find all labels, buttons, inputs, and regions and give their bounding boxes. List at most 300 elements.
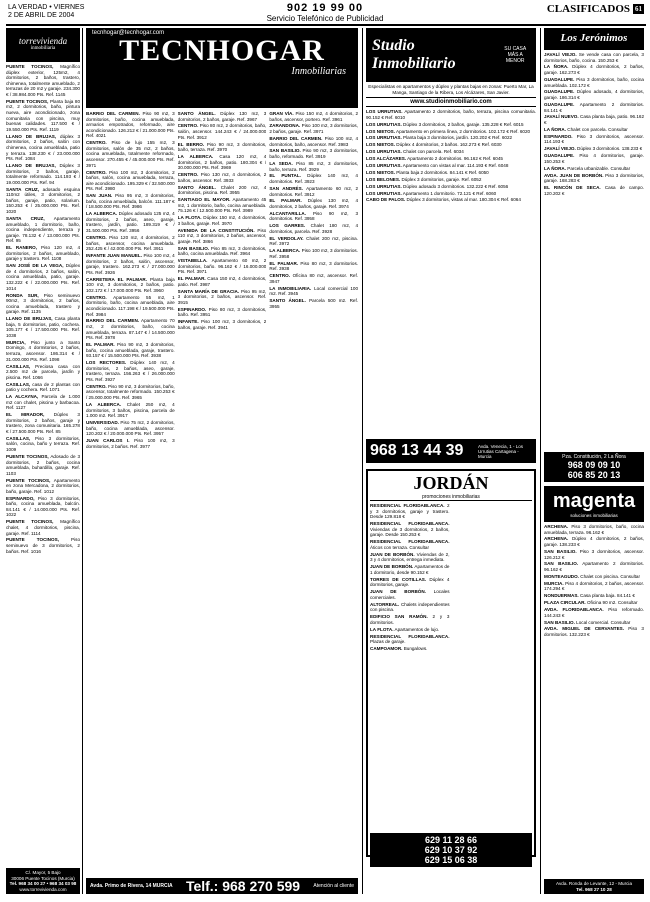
listing-location: ARCHENA. — [544, 524, 569, 529]
listing-description: Dúplex 4 dormitorios, 2 baños. 162.273 € Ref. 6030 — [395, 142, 502, 148]
jeronimos-phone-2: 606 85 20 13 — [567, 470, 621, 480]
jordan-right-panel — [453, 503, 533, 833]
listing-item — [366, 177, 536, 183]
listing-location: LLANO DE BRUJAS, — [6, 316, 53, 322]
listing-item — [370, 539, 450, 550]
listing-location: CENTRO. — [86, 140, 107, 146]
listing-item — [86, 211, 175, 233]
listing-description: Piso 95 m2, 3 dormitorios, baño, cocina amueblada, balcón. 111.187 € / 18.500.000 Pts. Ref. 3986 — [86, 193, 175, 210]
listing-location: GUADALUPE. — [544, 89, 575, 95]
listing-description: casa de 2 plantas con patio y cochera. Ref. 1071 — [6, 381, 80, 393]
listing-description: Apartamentos de lujo. — [393, 626, 440, 632]
tecnhogar-listings-c — [269, 111, 358, 866]
listing-description: Piso 4 dormitorios, 2 baños, ascensor. 174.294 € — [544, 580, 644, 592]
listing-location: LA ALBERCA. — [177, 154, 214, 160]
column-divider — [362, 28, 363, 894]
listing-item — [544, 102, 644, 113]
listing-location: PUENTE TOCINOS, — [6, 537, 59, 543]
listing-location: JUAN DE BORBÓN. — [370, 589, 426, 595]
listing-location: JAVALÍ VIEJO. — [544, 146, 576, 152]
listing-item — [6, 394, 80, 411]
listing-location: CABO DE PALOS. — [366, 197, 406, 203]
listing-location: NONDUERMAS. — [544, 593, 579, 599]
listing-description: Chalet con piscina. Consultar — [578, 573, 640, 579]
listing-item — [86, 235, 175, 252]
magenta-phone: Tel. 968 27 10 28 — [576, 886, 612, 892]
listing-location: EL VERDOLAY. — [269, 235, 304, 241]
listing-item — [178, 307, 267, 318]
listing-location: ALCANTARILLA. — [269, 210, 307, 216]
listing-item — [544, 620, 644, 626]
listing-location: AVDA. FLORIDABLANCA. — [544, 607, 604, 613]
tecnhogar-column — [86, 28, 358, 894]
listing-description: 2 y 3 dormitorios. — [370, 614, 450, 625]
column-divider — [540, 28, 541, 894]
studio-logo: Studio Inmobiliario — [372, 37, 456, 72]
listing-location: UNIVERSIDAD. — [86, 420, 119, 426]
listing-description: Casa planta baja, patio. 96.162 € — [544, 114, 644, 126]
listing-description: Piso seminuevo de 3 dormitorios, 2 baños. Ref. 1016 — [6, 537, 80, 554]
listing-item — [6, 537, 80, 554]
listing-location: CASILLAS, — [6, 435, 31, 441]
listing-item — [269, 136, 358, 147]
torrevivienda-logo — [6, 28, 80, 62]
listing-description: Piso 90 m2, 3 dormitorios, baño, terraza. Ref. 3970 — [177, 141, 267, 153]
listing-item — [6, 263, 80, 291]
listing-location: EL RINCÓN DE SECA. — [544, 185, 601, 191]
listing-item — [366, 122, 536, 128]
listing-location: ARCHENA. — [544, 536, 569, 542]
listing-item — [269, 111, 358, 122]
listing-location: SAN BASILIO. — [177, 245, 210, 251]
listing-item — [178, 123, 267, 140]
listing-description: Piso 120 m2, 4 dormitorios, 2 baños, ascensor, cocina amueblada. 252.425 € / 42.000.000 Pts. Ref. 3911 — [86, 234, 175, 252]
listing-item — [86, 253, 175, 275]
listing-description: Piso 100 m2, 4 dormitorios, baño, ascensor. Ref. 3983 — [269, 135, 358, 147]
listing-item — [86, 111, 175, 139]
listing-description: Piso 100 m2, 3 dormitorios. Ref. 3958 — [269, 248, 358, 259]
listing-description: Local comercial 100 m2. Ref. 3945 — [269, 285, 358, 297]
header-service: Servicio Telefónico de Publicidad — [266, 14, 384, 23]
listing-location: MONTEAGUDO. — [544, 573, 579, 579]
listing-item — [544, 166, 644, 172]
listing-item — [178, 319, 267, 330]
listing-item — [544, 581, 644, 592]
tecnhogar-footer — [86, 878, 358, 894]
listing-item — [269, 298, 358, 309]
listing-description: Dúplex adosado 125 m2, 4 dormitorios, 2 baños, aseo, garaje, trastero, jardín, patio. 189.319 € / 31.500.000 Pts. Ref. 3956 — [86, 211, 175, 234]
listing-location: SAN BASILIO. — [544, 619, 575, 625]
listing-description: Piso 100 m2, 3 dormitorios, 2 baños, salón, cocina amueblada, terraza, aire acondicionado. 195.329 € / 32.500.000 Pts. Ref. 3980 — [86, 169, 175, 192]
listing-location: LA ALBERCA. — [86, 211, 118, 217]
listing-description: Casa planta baja. 84.141 € — [578, 593, 635, 599]
listing-item — [366, 197, 536, 203]
jeronimos-phone-1: 968 09 09 10 — [567, 460, 621, 470]
listing-description: 2 y 3 dormitorios, garaje y trastero. Desde 129.818 € — [370, 503, 450, 520]
listing-description: Dúplex 4 dormitorios, 2 baños, garaje. 162.273 € — [544, 64, 644, 76]
listing-location: LA ÑORA. — [544, 64, 569, 70]
listing-location: RESIDENCIAL FLORIDABLANCA. — [370, 633, 450, 639]
listing-description: Chalet 250 m2, 4 dormitorios, 3 baños, piscina, parcela de 1.000 m2. Ref. 3917 — [86, 401, 175, 419]
tecnhogar-attention: Atención al cliente — [313, 883, 354, 889]
listing-description: Piso 4 dormitorios, garaje. 150.253 € — [544, 153, 644, 164]
listing-item — [178, 197, 267, 214]
listing-location: MURCIA, — [6, 339, 26, 345]
listing-description: Piso 3 dormitorios, baño, cocina amueblada, terraza. 96.162 € — [544, 524, 644, 535]
listing-description: Dúplex 3 dormitorios. 138.233 € — [575, 146, 643, 152]
listing-location: ESPINARDO. — [544, 133, 573, 139]
listing-location: CENTRO. — [86, 234, 107, 240]
listing-item — [366, 129, 536, 135]
studio-phone-bar — [366, 439, 536, 463]
jordan-phone-3: 629 15 06 38 — [424, 855, 478, 866]
listing-description: Piso 90 m2, 3 dormitorios. Ref. 3958 — [269, 210, 358, 222]
listing-item — [370, 646, 450, 652]
listing-description: Piso 100 m2, 3 dormitorios, 2 baños. Ref. 3977 — [86, 438, 175, 449]
listing-item — [86, 420, 175, 437]
listing-item — [178, 185, 267, 196]
listing-item — [86, 360, 175, 382]
listing-location: GUADALUPE. — [544, 153, 575, 159]
listing-location: SANTO ÁNGEL. — [269, 298, 306, 304]
studio-slogan: SU CASA MÁS A MENOR — [504, 46, 527, 64]
listing-item — [544, 89, 644, 100]
listing-description: Piso reformado. 144.243 € — [544, 607, 644, 618]
listing-description: Piso 85 m2, 3 dormitorios, baño, cocina amueblada. Ref. 3964 — [177, 245, 267, 257]
listing-description: Planta baja 80 m2, 2 dormitorios, baño, pintura nueva, aire acondicionado, zona comunitaria con piscina, muy buenas calidades. 117.500 € / 19.550.000 Pts. Ref. 1119 — [6, 98, 80, 132]
listing-location: LOS URRUTIAS. — [366, 149, 402, 155]
listing-item — [366, 184, 536, 190]
listing-location: LA INMOBILIARIA. — [269, 285, 312, 291]
listing-item — [366, 170, 536, 176]
jordan-box — [366, 469, 536, 866]
listing-description: Piso 90 m2, 3 dormitorios, baño, ascensor, totalmente reformado. 150.253 € / 25.000.000 Pts. Ref. 3965 — [86, 383, 175, 401]
listing-description: Piso 80 m2, 3 dormitorios. Ref. 3938 — [269, 260, 358, 272]
listing-location: CASILLAS, — [6, 381, 31, 387]
listing-location: LA FLOTA. — [177, 215, 202, 221]
listing-item — [6, 519, 80, 536]
listing-location: LA ALCAYNA, — [6, 394, 39, 400]
listing-location: VISTABELLA. — [177, 258, 208, 264]
tecnhogar-listings-b — [178, 111, 267, 866]
listing-location: LOS URRUTIAS. — [366, 183, 402, 189]
listing-item — [366, 109, 536, 120]
torrevivienda-listings — [6, 64, 80, 850]
listing-description: Piso 90 m2, 3 dormitorios, baño, cocina amueblada, garaje, trastero. 93.157 € / 15.500.000 Pts. Ref. 3938 — [86, 342, 175, 359]
listing-location: CENTRO. — [86, 383, 107, 389]
tecnhogar-phone: Telf.: 968 270 599 — [185, 878, 301, 894]
listing-item — [86, 170, 175, 192]
listing-location: LOS BELONES. — [366, 176, 401, 182]
listing-description: Piso 100 m2, 3 dormitorios, 2 baños, garaje. Ref. 3971 — [269, 123, 358, 135]
listing-location: SAN BASILIO. — [269, 148, 301, 154]
listing-description: Dúplex 130 m2, 3 dormitorios, 2 baños, garaje. Ref. 3967 — [177, 111, 267, 122]
listing-item — [269, 161, 358, 172]
magenta-listings — [544, 524, 644, 824]
listing-location: RESIDENCIAL FLORIDABLANCA. — [370, 503, 445, 509]
listing-item — [178, 228, 267, 245]
listing-item — [178, 276, 267, 287]
listing-item — [544, 146, 644, 152]
listing-item — [370, 627, 450, 633]
torrevivienda-logo-text: torrevivienda — [18, 36, 68, 46]
listing-location: SAN ANDRÉS. — [269, 185, 303, 191]
listing-item — [269, 173, 358, 184]
listing-item — [370, 614, 450, 625]
listing-item — [178, 246, 267, 257]
listing-item — [6, 364, 80, 381]
torrevivienda-column — [6, 28, 80, 894]
listing-description: Piso 130 m2, 4 dormitorios, 2 baños, ascensor. Ref. 3933 — [177, 172, 267, 183]
magenta-header — [544, 486, 644, 522]
column-divider — [82, 28, 83, 894]
listing-item — [366, 142, 536, 148]
listing-description: Piso seminuevo 90m2, 3 dormitorios, 2 baños, cocina amueblada, trastero y garaje. Ref. 1135 — [6, 292, 80, 315]
listing-item — [544, 536, 644, 547]
listing-description: Piso 80 m2, 2 dormitorios, baño, salón, ascensor. 144.243 € / 24.000.000 Pts. Ref. 3912 — [177, 123, 267, 140]
listing-item — [544, 524, 644, 535]
listing-description: Apartamento en zona Mercadona, 2 dormitorios, baño, garaje. Ref. 1012 — [6, 477, 80, 494]
listing-location: INFANTE JUAN MANUEL. — [86, 253, 143, 259]
listing-description: Magnífico chalet, 4 dormitorios, piscina, garaje. Ref. 1114 — [6, 519, 80, 536]
listing-description: Dúplex 3 dormitorios, 2 baños, garaje y trastero, zona comunitaria. 165.278 € / 27.500.000 Pts. Ref. 85 — [6, 412, 80, 434]
listing-description: Casa planta baja, 5 dormitorios, patio, cochera. 105.177 € / 17.500.000 Pts. Ref. 1038 — [6, 316, 80, 338]
listing-item — [6, 436, 80, 453]
listing-description: Apartamento 45 m2, 1 dormitorio, baño, cocina amueblada. 75.126 € / 12.500.000 Pts. Ref. 3989 — [177, 197, 267, 214]
listing-location: EL MIRADOR, — [6, 412, 45, 418]
listing-description: Piso 90 m2, 3 dormitorios, baño, cocina amueblada, armarios empotrados, reformado, aire acondicionado. 126.212 € / 21.000.000 Pts. Ref. 4021 — [86, 111, 175, 139]
listing-location: BARRIO DEL CARMEN. — [269, 135, 323, 141]
listing-description: Dúplex 4 dormitorios, garaje. — [370, 576, 450, 588]
listing-location: AVENIDA DE LA CONSTITUCIÓN. — [177, 227, 255, 233]
studio-phone: 968 13 44 39 — [370, 442, 464, 460]
listing-item — [86, 384, 175, 401]
listing-description: Piso 85 m2, 3 dormitorios, baño, terraza. Ref. 3929 — [269, 160, 358, 172]
listing-location: ESPINARDO, — [6, 495, 35, 501]
listing-location: CENTRO. — [269, 273, 291, 279]
listing-description: Parcela de 1.000 m2 con chalet, piscina y barbacoa. Ref. 1127 — [6, 394, 80, 411]
listing-location: CENTRO. — [177, 172, 199, 178]
listing-location: EL PALMAR. — [269, 260, 299, 266]
listing-location: LA ÑORA. — [544, 165, 567, 171]
listing-description: Viviendas de 2, 3 y 4 dormitorios, entrega inmediata. — [370, 551, 450, 563]
listing-location: SANTA MARÍA DE GRACIA. — [177, 288, 240, 294]
studio-column — [366, 28, 536, 894]
listing-location: SAN BASILIO. — [544, 548, 577, 554]
jeronimos-address: Pza. Constitución, 2 La Ñora — [562, 454, 626, 460]
jordan-listings — [370, 503, 450, 833]
listing-description: Local comercial. Consultar — [574, 619, 631, 625]
listing-location: LLANO DE BRUJAS, — [6, 162, 56, 168]
listing-description: Apartamento 2 dormitorios. 84.141 € — [544, 101, 644, 113]
listing-description: Dúplex 140 m2, 4 dormitorios, 2 baños, aseo, garaje, trastero, terraza. 156.263 € / 26.000.000 Pts. Ref. 3927 — [86, 360, 175, 382]
listing-description: Piso junto a Santo Domingo, 4 dormitorios, 2 baños, terraza, ascensor. 186.314 € / 31.000.000 Pts. Ref. 1098 — [6, 339, 80, 362]
tecnhogar-email: tecnhogar@tecnhogar.com — [92, 30, 165, 36]
tecnhogar-listings — [86, 111, 358, 866]
listing-item — [6, 216, 80, 244]
listing-location: CENTRO. — [86, 169, 107, 175]
listing-description: Piso 95 m2, 3 dormitorios, 2 baños, ascensor. Ref. 3915 — [177, 288, 267, 305]
listing-description: Planta baja 3 dormitorios, jardín. 120.202 € Ref. 6022 — [401, 135, 513, 141]
newspaper-name: LA VERDAD • VIERNES — [8, 4, 85, 11]
studio-web: www.studioinmobiliario.com — [366, 98, 536, 107]
listing-item — [6, 293, 80, 315]
listing-item — [6, 382, 80, 393]
listing-location: EL PALMAR. — [177, 276, 206, 282]
listing-location: LA ALBERCA. — [269, 248, 301, 254]
listing-item — [178, 215, 267, 226]
listing-location: JAVALÍ VIEJO. — [544, 52, 577, 57]
listing-location: LA SEDA. — [269, 160, 293, 166]
listing-location: ESPINARDO. — [177, 306, 207, 312]
listing-description: Plazas de garaje. — [370, 639, 406, 645]
listing-item — [178, 111, 267, 122]
listing-item — [6, 454, 80, 476]
listing-description: Dúplex de 4 dormitorios, 2 baños, salón, cocina amueblada, patio, garaje. 132.222 € / 22.000.000 Pts. Ref. 1014 — [6, 263, 80, 291]
listing-item — [6, 99, 80, 133]
listing-location: GRAN VÍA. — [269, 111, 294, 116]
listing-description: Piso 75 m2, 2 dormitorios, baño, cocina amueblada, ascensor. 120.202 € / 20.000.000 Pts. Ref. 3957 — [86, 420, 175, 437]
listing-description: Viviendas de 3 dormitorios, 2 baños, garaje. Desde 150.253 € — [370, 526, 450, 538]
listing-item — [178, 142, 267, 153]
listing-item — [544, 626, 644, 637]
listing-item — [366, 149, 536, 155]
listing-location: SAN BASILIO. — [544, 561, 579, 567]
listing-description: Piso 150 m2, 4 dormitorios, 2 baños, ascensor, portero. Ref. 3961 — [269, 111, 358, 122]
listing-item — [269, 148, 358, 159]
listing-item — [370, 589, 450, 600]
tecnhogar-listings-a — [86, 111, 175, 866]
listing-item — [269, 286, 358, 297]
listing-location: LOS GARRES. — [269, 223, 306, 229]
listing-description: Dúplex 150 m2, 4 dormitorios, 3 baños, garaje. Ref. 3970 — [177, 215, 267, 226]
listing-location: CAMPOAMOR. — [370, 646, 403, 652]
listing-item — [6, 412, 80, 434]
listing-item — [269, 236, 358, 247]
section-title: CLASIFICADOS — [546, 3, 630, 15]
listing-item — [269, 211, 358, 222]
listing-location: LOS URRUTIAS. — [366, 121, 402, 127]
listing-description: Dúplex adosado 3 dormitorios. 132.222 € Ref. 6056 — [401, 183, 509, 189]
listing-description: Piso 80 m2, 3 dormitorios, baño. Ref. 3951 — [177, 306, 267, 318]
listing-location: LOS NIETOS. — [366, 128, 396, 134]
listing-location: AVDA. JUAN DE BORBÓN. — [544, 172, 604, 178]
listing-location: BARRIO DEL CARMEN. — [86, 111, 140, 116]
listing-item — [370, 634, 450, 645]
listing-description: Planta baja 2 dormitorios. 84.141 € Ref. 6050 — [395, 169, 489, 175]
listing-description: adosado esquina 110m2 útiles, 3 dormitorios, 2 baños, garaje, patio, solarium. 150.253 € / 25.000.000 Pts. Ref. 1020 — [6, 186, 80, 215]
listing-location: JUAN DE BORBÓN. — [370, 551, 415, 557]
listing-description: dúplex 3 dormitorios, 2 baños, salón con chimenea, cocina amueblada, patio y terraza. 138.230 € / 23.000.000 Pts. Ref. 1084 — [6, 133, 80, 162]
listing-description: Locales comerciales. — [370, 589, 450, 600]
listing-description: Parcela 500 m2. Ref. 3955 — [269, 298, 358, 309]
listing-description: Dúplex 3 dormitorios, 2 baños, garaje, totalmente reformado. 114.193 € / 19.000.000 Pts. Ref. 94 — [6, 162, 80, 185]
listing-location: SANTO ÁNGEL. — [177, 184, 216, 190]
listing-item — [370, 577, 450, 588]
magenta-logo: magenta — [552, 490, 636, 512]
torrevivienda-logo-sub: inmobiliaria — [30, 46, 56, 51]
listing-item — [544, 114, 644, 125]
listing-location: EL RANERO, — [6, 245, 38, 251]
listing-item — [269, 248, 358, 259]
listing-item — [86, 295, 175, 317]
listing-item — [269, 261, 358, 272]
listing-description: Chalet con parcela. Ref. 6034 — [401, 149, 464, 155]
studio-header — [366, 28, 536, 82]
listing-location: LOS URRUTIAS. — [366, 109, 403, 115]
listing-location: LOS NIETOS. — [366, 142, 396, 148]
listing-location: LA FLOTA. — [370, 626, 394, 632]
listing-item — [544, 127, 644, 133]
listing-item — [86, 193, 175, 210]
listing-description: Casa 120 m2, 4 dormitorios, 2 baños, patio. 180.304 € / 30.000.000 Pts. Ref. 3969 — [177, 154, 267, 171]
listing-location: LA ÑORA. — [544, 126, 567, 132]
footer-phone: Tel. 968 34 00 27 • 968 34 03 98 — [9, 881, 77, 886]
listing-item — [544, 185, 644, 196]
listing-location: EL PALMAR. — [269, 198, 302, 204]
jeronimos-contact — [544, 452, 644, 482]
listing-location: ZARANDONA. — [269, 123, 301, 129]
listing-item — [269, 198, 358, 209]
listing-description: Dúplex 3 dormitorios, garaje. Ref. 6052 — [400, 176, 482, 182]
listing-location: ALTORREAL. — [370, 601, 400, 607]
listing-item — [6, 245, 80, 262]
jordan-phone-1: 629 11 28 66 — [424, 835, 478, 846]
listing-item — [6, 187, 80, 215]
listing-description: Apartamento 2 dormitorios. 96.162 € Ref. 6045 — [406, 156, 503, 162]
listing-description: Piso 100 m2, 4 dormitorios, 2 baños, salón, ascensor, garaje, trastero. 162.273 € / 27.000.000 Pts. Ref. 3926 — [86, 253, 175, 275]
listing-item — [366, 163, 536, 169]
listing-item — [86, 140, 175, 168]
listing-location: JAVALÍ NUEVO. — [544, 114, 579, 120]
listing-description: Casa 150 m2, 4 dormitorios, patio. Ref. 3987 — [177, 276, 267, 287]
listing-item — [544, 64, 644, 75]
listing-item — [370, 602, 450, 613]
torrevivienda-footer — [6, 868, 80, 894]
listing-description: Planta baja 100 m2, 3 dormitorios, 2 baños, patio. 102.172 € / 17.000.000 Pts. Ref. 3960 — [86, 276, 175, 293]
jordan-phone-2: 629 10 37 92 — [424, 845, 478, 856]
listing-item — [544, 77, 644, 88]
listing-item — [366, 156, 536, 162]
jordan-logo: JORDÁN — [413, 473, 489, 494]
listing-description: Preciosa casa con 2.500 m2 de parcela, jardín y piscina. Ref. 1066 — [6, 363, 80, 380]
listing-location: GUADALUPE. — [544, 101, 575, 107]
listing-item — [178, 258, 267, 275]
listing-location: EL BERRO. — [177, 141, 205, 147]
listing-description: Chalet 200 m2, 4 dormitorios, piscina. Ref. 3955 — [177, 184, 267, 196]
listing-description: Chalet 200 m2, piscina. Ref. 3972 — [269, 235, 358, 247]
listing-location: SANTIAGO EL MAYOR. — [177, 197, 231, 203]
header-right — [547, 3, 644, 15]
listing-location: LOS ALCÁZARES. — [366, 156, 407, 162]
tecnhogar-subtitle: Inmobiliarias — [291, 66, 346, 77]
listing-item — [6, 478, 80, 495]
listing-item — [544, 607, 644, 618]
listing-location: LOS NIETOS. — [366, 169, 396, 175]
listing-item — [6, 316, 80, 338]
footer-city: 30006 Puente Tocinos (Murcia) — [11, 875, 75, 881]
footer-web: www.torrevivienda.com — [19, 886, 67, 892]
listing-description: Apartamento 2 dormitorios, baño, terraza, piscina comunitaria. 90.152 € Ref. 6010 — [366, 109, 536, 120]
tecnhogar-address: Avda. Primo de Rivera, 14 MURCIA — [90, 883, 173, 889]
listing-description: Chalet 180 m2, 4 dormitorios, parcela. Ref. 3928 — [269, 223, 358, 234]
listing-location: PLAZA CIRCULAR. — [544, 600, 586, 606]
jeronimos-logo: Los Jerónimos — [544, 28, 644, 50]
listing-location: TORRES DE COTILLAS. — [370, 576, 427, 582]
listing-location: AVDA. MIGUEL DE CERVANTES. — [544, 626, 625, 632]
listing-item — [6, 163, 80, 185]
listing-item — [269, 223, 358, 234]
